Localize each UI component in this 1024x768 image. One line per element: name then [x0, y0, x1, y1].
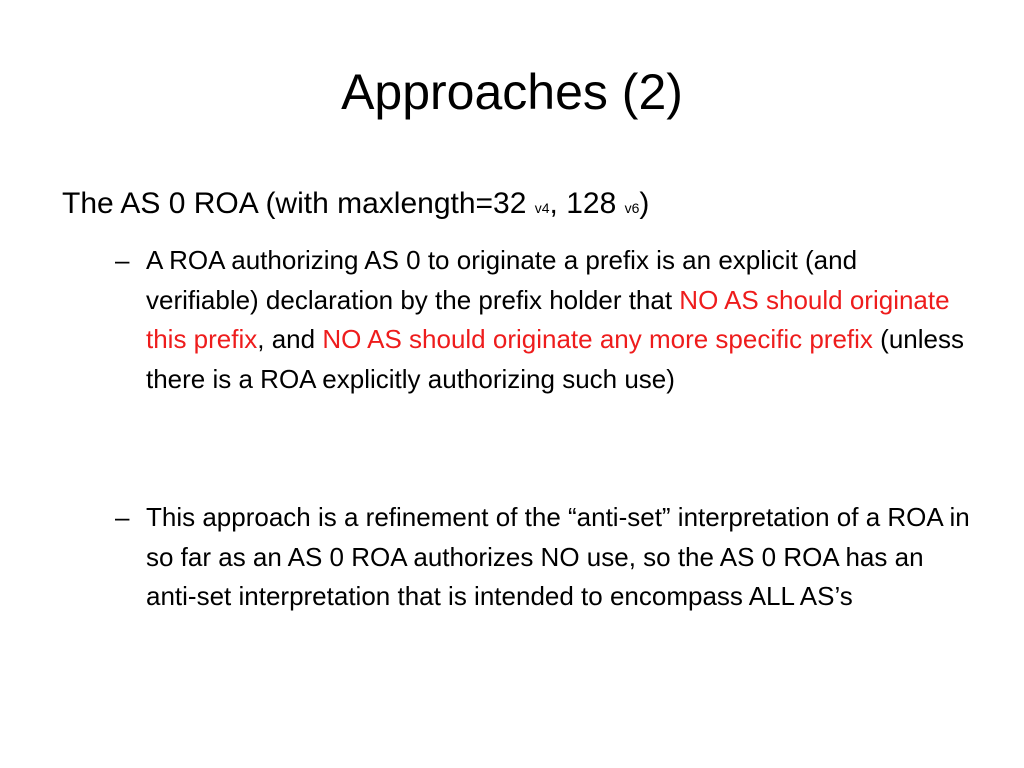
highlight-text: NO AS should originate any more specific prefix	[322, 324, 873, 354]
sub-bullet-text	[146, 241, 975, 399]
v6-label: v6	[624, 200, 640, 216]
dash-bullet-icon: –	[115, 245, 130, 275]
main-bullet-text-after: )	[639, 187, 650, 220]
sub-bullet-part: (unless there is a ROA explicitly authorizing such use)	[146, 324, 964, 394]
main-bullet-text: The AS 0 ROA (with maxlength=32	[62, 187, 535, 220]
slide-title: Approaches (2)	[341, 64, 683, 120]
main-bullet-text-between: , 128	[549, 187, 625, 220]
dash-bullet-icon: –	[115, 502, 130, 532]
sub-bullet-part: A ROA authorizing AS 0 to originate a prefix is an explicit (and verifiable) declaration by the prefix holder that	[146, 245, 858, 315]
sub-bullet-text: This approach is a refinement of the “anti-set” interpretation of a ROA in so far as an AS 0 ROA authorizes NO use, so the AS 0 ROA has an anti-set interpretation that is intended to encompass ALL AS’s	[146, 502, 970, 611]
main-bullet	[62, 184, 649, 228]
highlight-text: NO AS should originate this prefix	[146, 284, 950, 354]
v4-label: v4	[534, 200, 550, 216]
sub-bullet-part: , and	[257, 324, 323, 354]
